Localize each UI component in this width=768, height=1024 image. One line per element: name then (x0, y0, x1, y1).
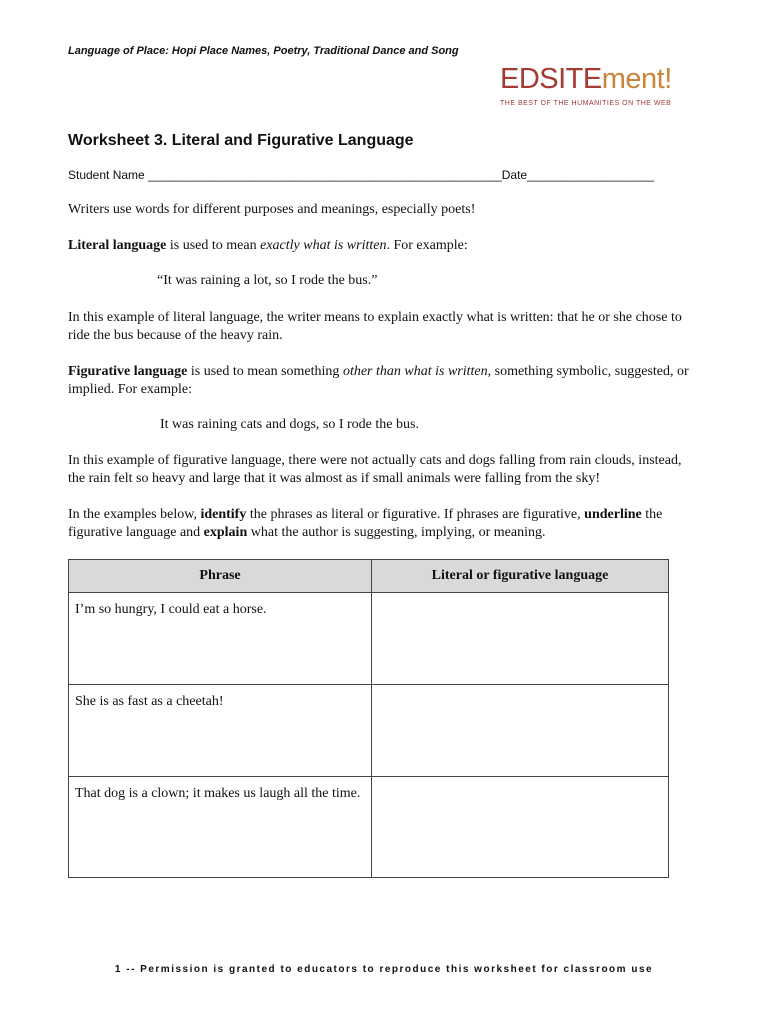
literal-emphasis: exactly what is written (260, 238, 387, 253)
phrase-cell: That dog is a clown; it makes us laugh all the time. (69, 777, 372, 878)
logo-light-text: ment! (601, 63, 672, 95)
table-header-row (69, 560, 669, 593)
literal-text-1: is used to mean (166, 238, 261, 253)
figurative-emphasis: other than what is written (342, 364, 488, 379)
instructions (68, 506, 698, 542)
literal-text-2: . For example: (386, 238, 468, 253)
figurative-term: Figurative language (68, 364, 188, 379)
answer-cell[interactable] (372, 685, 669, 777)
figurative-definition (68, 363, 698, 399)
edsitement-logo (500, 64, 702, 107)
logo-wordmark (500, 64, 702, 94)
literal-definition (68, 237, 698, 255)
phrase-cell: I’m so hungry, I could eat a horse. (69, 593, 372, 685)
instr-text-2: the phrases as literal or figurative. If phrases are figurative, (246, 507, 585, 522)
figurative-explanation: In this example of figurative language, there were not actually cats and dogs falling from rain clouds, instead, the rain felt so heavy and large that it was almost as if small animals were falling from the sky! (68, 453, 682, 486)
figurative-text-1: is used to mean something (187, 364, 343, 379)
header-literal-figurative: Literal or figurative language (372, 560, 669, 593)
worksheet-title: Worksheet 3. Literal and Figurative Language (68, 132, 414, 149)
instr-text-1: In the examples below, (68, 507, 201, 522)
header-phrase: Phrase (69, 560, 372, 593)
instr-identify: identify (200, 507, 247, 522)
phrase-cell: She is as fast as a cheetah! (69, 685, 372, 777)
table-row (69, 593, 669, 685)
instr-explain: explain (203, 525, 248, 540)
worksheet-table (68, 559, 669, 878)
intro-paragraph: Writers use words for different purposes and meanings, especially poets! (68, 202, 476, 217)
logo-tagline: THE BEST OF THE HUMANITIES ON THE WEB (500, 100, 672, 107)
instr-text-3: the figurative language and (68, 507, 663, 540)
instr-text-4: what the author is suggesting, implying, or meaning. (247, 525, 546, 540)
table-row (69, 777, 669, 878)
table-row (69, 685, 669, 777)
answer-cell[interactable] (372, 593, 669, 685)
logo-bold-text: EDSITE (500, 63, 602, 95)
series-title: Language of Place: Hopi Place Names, Poetry, Traditional Dance and Song (68, 45, 459, 57)
literal-explanation: In this example of literal language, the writer means to explain exactly what is written: that he or she chose to ride the bus because of the heavy rain. (68, 310, 682, 343)
figurative-example: It was raining cats and dogs, so I rode the bus. (160, 417, 419, 432)
literal-example: “It was raining a lot, so I rode the bus.” (157, 273, 378, 288)
literal-term: Literal language (68, 238, 167, 253)
footer-permission: 1 -- Permission is granted to educators to reproduce this worksheet for classroom use (114, 964, 654, 975)
student-name-date-line: Student Name _____________________________________________________Date___________________ (68, 168, 654, 182)
figurative-text-2: , something symbolic, suggested, or implied. For example: (68, 364, 689, 397)
instr-underline: underline (584, 507, 642, 522)
answer-cell[interactable] (372, 777, 669, 878)
